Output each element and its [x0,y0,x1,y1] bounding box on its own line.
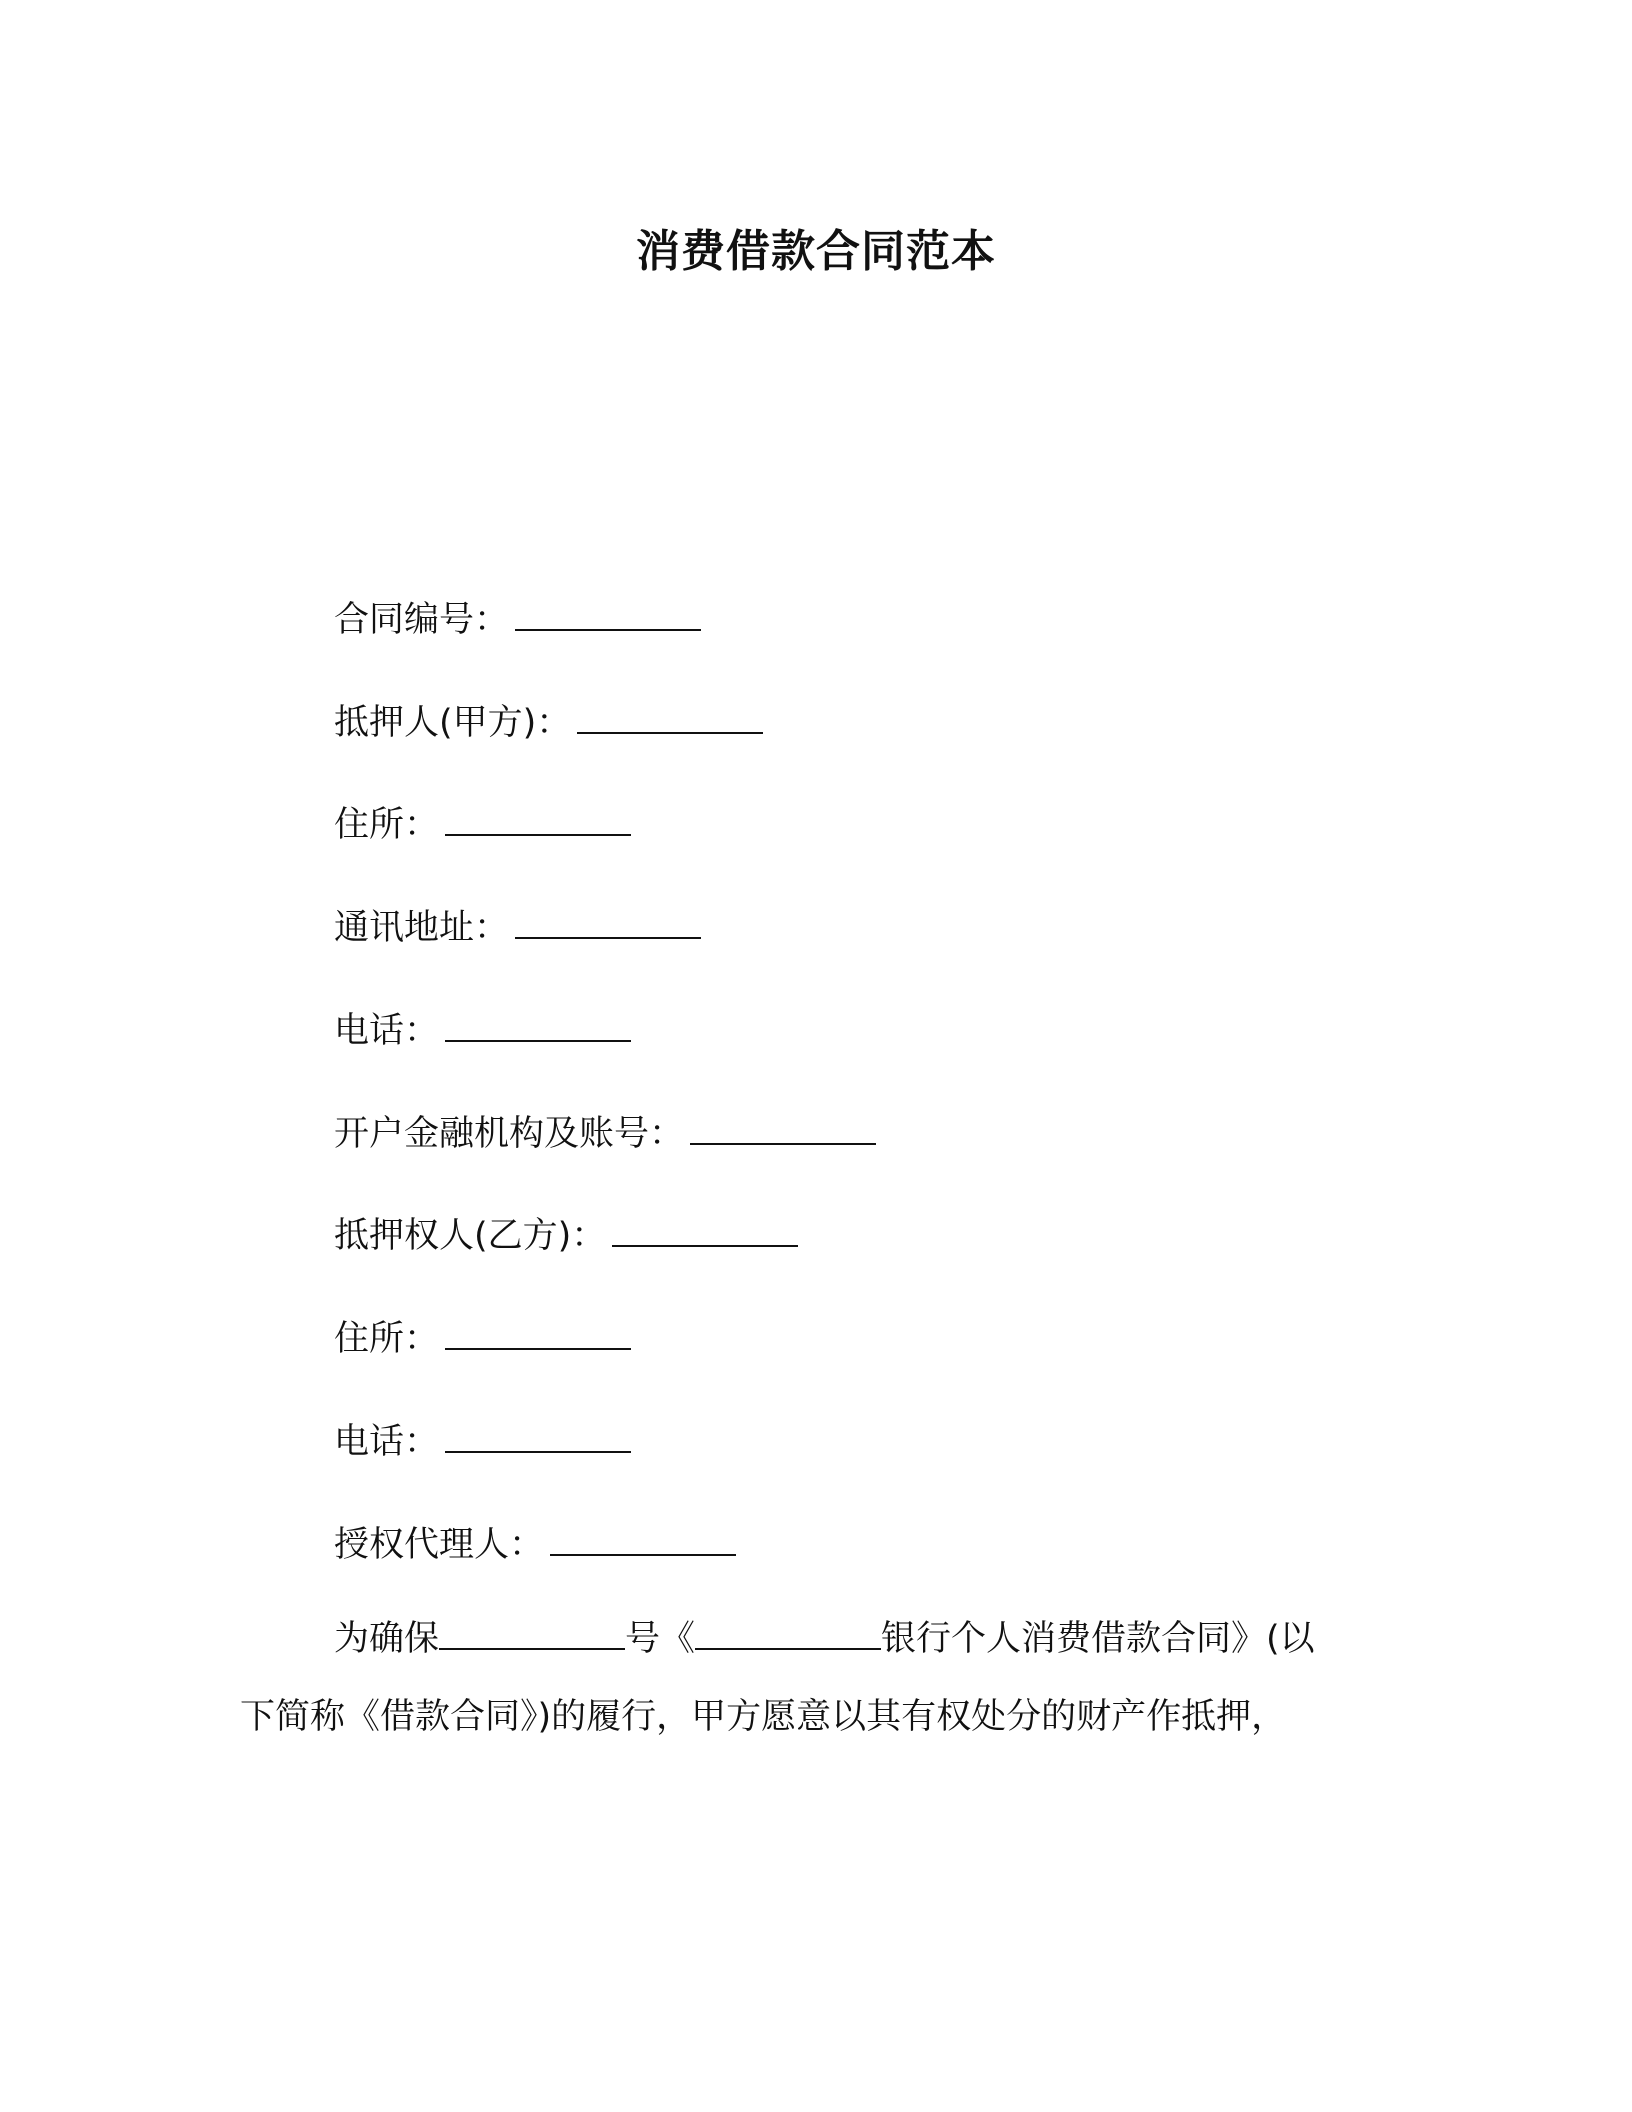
body-paragraph [240,1600,1360,1756]
fill-blank [515,597,701,631]
field-label: 开户金融机构及账号： [334,1114,685,1154]
field-bank-account [334,1110,876,1158]
field-label: 授权代理人： [334,1525,545,1565]
field-label: 抵押人(甲方)： [334,703,572,743]
fill-blank [612,1213,798,1247]
fill-blank [445,802,631,836]
paragraph-line-2: 下简称《借款合同》)的履行，甲方愿意以其有权处分的财产作抵押， [240,1697,1287,1737]
field-mortgagor-address [334,801,631,849]
field-mortgagee-phone [334,1418,631,1466]
field-mortgagor [334,699,763,747]
field-label: 抵押权人(乙方)： [334,1216,607,1256]
document-title: 消费借款合同范本 [636,226,996,277]
paragraph-line-1 [240,1600,1360,1678]
field-mortgagee [334,1212,798,1260]
fill-blank [445,1316,631,1350]
field-label: 住所： [334,1319,440,1359]
fill-blank [695,1616,881,1650]
fill-blank [445,1008,631,1042]
field-label: 电话： [334,1011,440,1051]
field-contract-number [334,596,701,644]
field-mailing-address [334,904,701,952]
fill-blank [445,1419,631,1453]
field-label: 电话： [334,1422,440,1462]
field-label: 住所： [334,805,440,845]
fill-blank [690,1111,876,1145]
paragraph-text: 号《 [625,1619,696,1659]
fill-blank [439,1616,625,1650]
fill-blank [515,905,701,939]
field-mortgagee-address [334,1315,631,1363]
fill-blank [577,700,763,734]
paragraph-text: 银行个人消费借款合同》(以 [881,1619,1315,1659]
field-label: 通讯地址： [334,908,510,948]
field-authorized-agent [334,1521,736,1569]
field-label: 合同编号： [334,600,510,640]
field-mortgagor-phone [334,1007,631,1055]
paragraph-text: 为确保 [334,1619,440,1659]
fill-blank [550,1522,736,1556]
